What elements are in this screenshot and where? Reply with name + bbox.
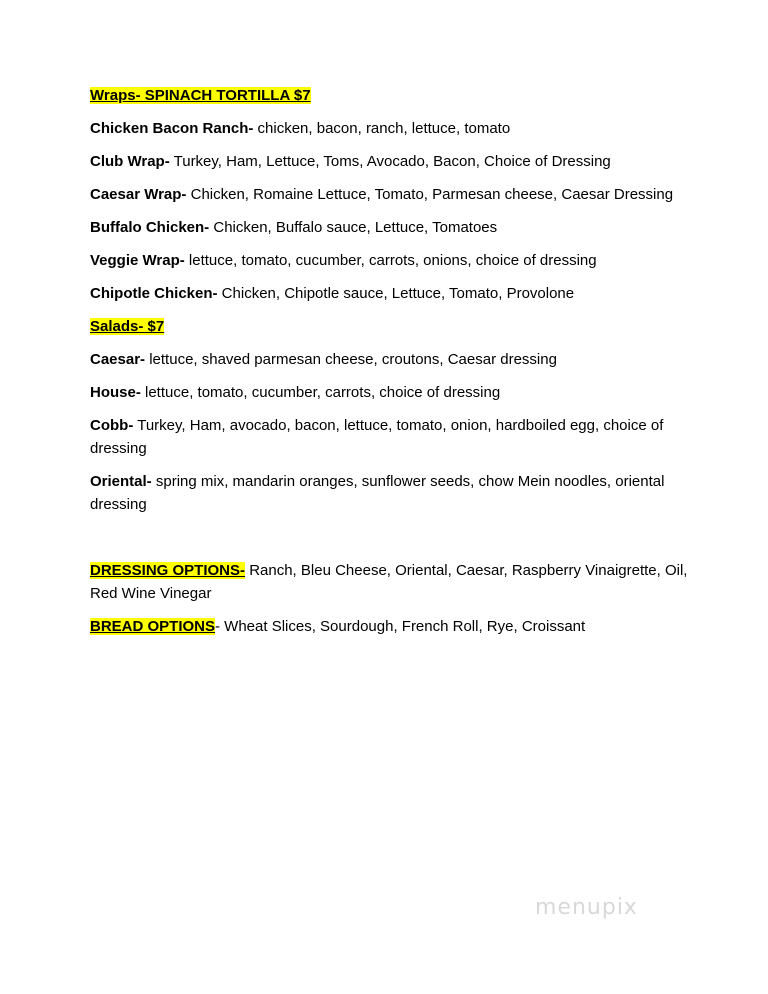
menu-item: Caesar- lettuce, shaved parmesan cheese, croutons, Caesar dressing: [90, 351, 557, 368]
menu-item: Veggie Wrap- lettuce, tomato, cucumber, carrots, onions, choice of dressing: [90, 252, 597, 269]
salads-heading: Salads- $7: [90, 318, 165, 335]
menu-item: Club Wrap- Turkey, Ham, Lettuce, Toms, Avocado, Bacon, Choice of Dressing: [90, 153, 611, 170]
dressing-options: DRESSING OPTIONS- Ranch, Bleu Cheese, Oriental, Caesar, Raspberry Vinaigrette, Oil, Red Wine Vinegar: [90, 562, 688, 602]
wraps-heading: Wraps- SPINACH TORTILLA $7: [90, 87, 311, 104]
menu-item: House- lettuce, tomato, cucumber, carrots, choice of dressing: [90, 384, 501, 401]
menu-item: Oriental- spring mix, mandarin oranges, sunflower seeds, chow Mein noodles, oriental dressing: [90, 473, 665, 513]
menu-item: Chicken Bacon Ranch- chicken, bacon, ranch, lettuce, tomato: [90, 120, 511, 137]
menu-item: Cobb- Turkey, Ham, avocado, bacon, lettuce, tomato, onion, hardboiled egg, choice of dressing: [90, 417, 664, 457]
menu-item: Chipotle Chicken- Chicken, Chipotle sauce, Lettuce, Tomato, Provolone: [90, 285, 575, 302]
spacer: [90, 526, 690, 559]
menu-item: Caesar Wrap- Chicken, Romaine Lettuce, Tomato, Parmesan cheese, Caesar Dressing: [90, 186, 674, 203]
menu-item: Buffalo Chicken- Chicken, Buffalo sauce, Lettuce, Tomatoes: [90, 219, 498, 236]
menu-content: [90, 84, 690, 648]
bread-options: BREAD OPTIONS- Wheat Slices, Sourdough, French Roll, Rye, Croissant: [90, 618, 586, 635]
menupix-watermark: menupix: [535, 895, 638, 920]
